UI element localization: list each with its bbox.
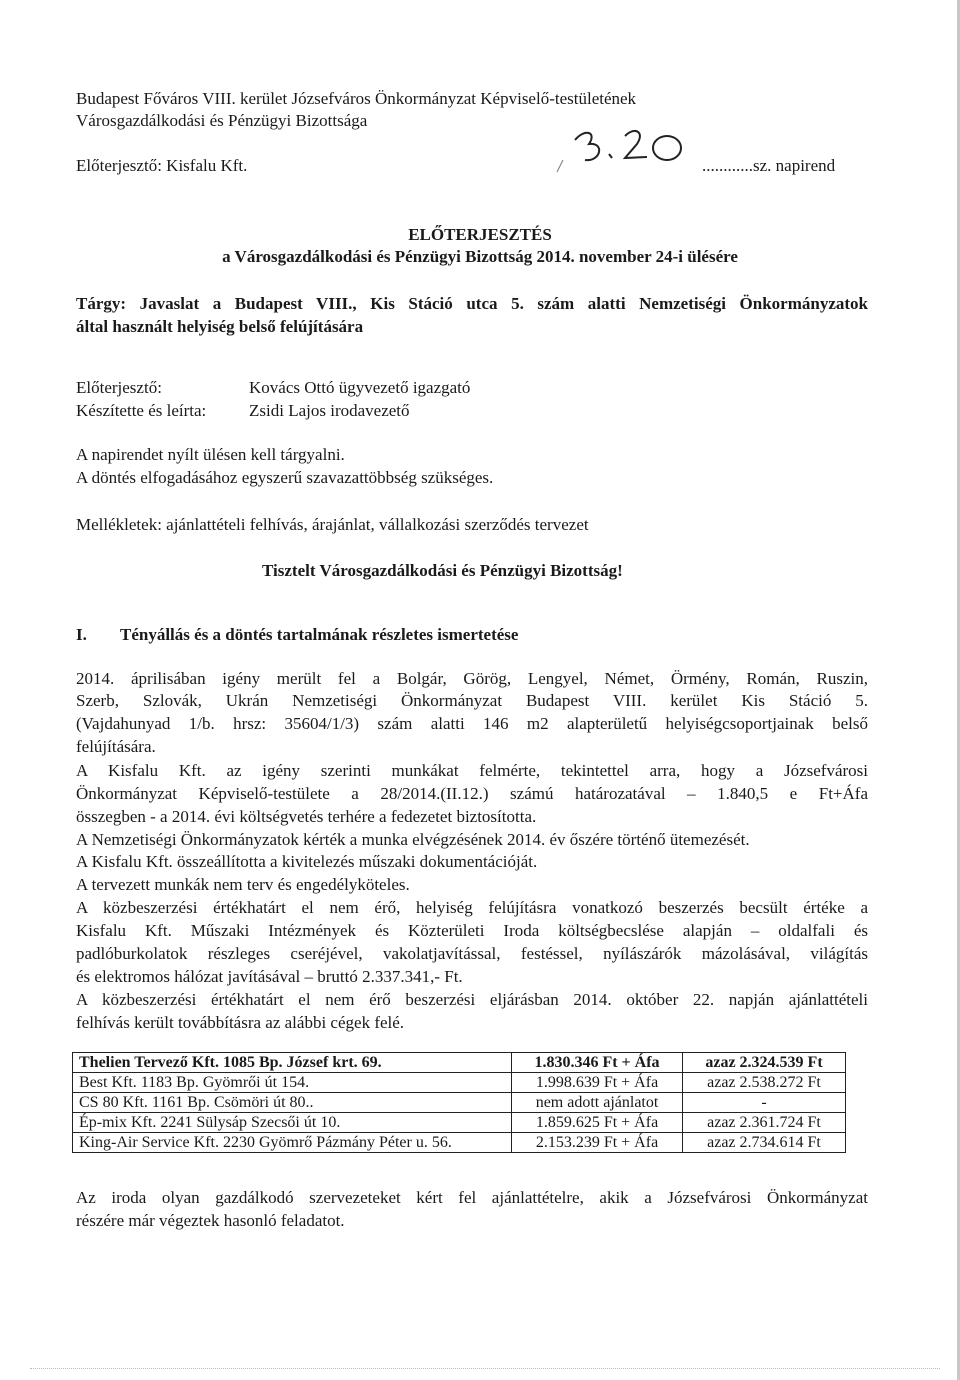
table-row bbox=[73, 1073, 846, 1093]
body-p1-line2: Szerb, Szlovák, Ukrán Nemzetiségi Önkormányzat Budapest VIII. kerület Kis Stáció 5. bbox=[76, 691, 868, 710]
offer-net: 1.859.625 Ft + Áfa bbox=[512, 1113, 683, 1133]
closing-line1: Az iroda olyan gazdálkodó szervezeteket kért fel ajánlattételre, akik a Józsefvárosi Önkormányzat bbox=[76, 1188, 868, 1207]
body-p6-line2: Kisfalu Kft. Műszaki Intézmények és Közterületi Iroda költségbecslése alapján – oldalfali és bbox=[76, 921, 868, 940]
offer-net: nem adott ajánlatot bbox=[512, 1093, 683, 1113]
note-open-session: A napirendet nyílt ülésen kell tárgyalni. bbox=[76, 445, 345, 464]
closing-line2: részére már végeztek hasonló feladatot. bbox=[76, 1211, 345, 1230]
attachments: Mellékletek: ajánlattételi felhívás, árajánlat, vállalkozási szerződés tervezet bbox=[76, 515, 589, 534]
offers-table bbox=[72, 1052, 846, 1153]
note-majority: A döntés elfogadásához egyszerű szavazattöbbség szükséges. bbox=[76, 468, 494, 487]
body-p7-line2: felhívás került továbbításra az alábbi cégek felé. bbox=[76, 1013, 405, 1032]
offer-net: 2.153.239 Ft + Áfa bbox=[512, 1133, 683, 1153]
body-p5: A tervezett munkák nem terv és engedélyköteles. bbox=[76, 875, 410, 894]
body-p6-line1: A közbeszerzési értékhatárt el nem érő, helyiség felújításra vonatkozó beszerzés becsült értéke a bbox=[76, 898, 868, 917]
body-p6-line3: padlóburkolatok részleges cseréjével, vakolatjavítással, festéssel, nyílászárók mázolásával, világítás bbox=[76, 944, 868, 963]
table-row bbox=[73, 1053, 846, 1073]
offer-net: 1.998.639 Ft + Áfa bbox=[512, 1073, 683, 1093]
salutation: Tisztelt Városgazdálkodási és Pénzügyi Bizottság! bbox=[262, 561, 623, 580]
prepared-value: Zsidi Lajos irodavezető bbox=[249, 401, 410, 420]
prepared-label: Készítette és leírta: bbox=[76, 401, 207, 420]
document-subheading: a Városgazdálkodási és Pénzügyi Bizottság 2014. november 24-i ülésére bbox=[222, 247, 738, 266]
subject-line1: Tárgy: Javaslat a Budapest VIII., Kis Stáció utca 5. szám alatti Nemzetiségi Önkormányzatok bbox=[76, 294, 868, 313]
offer-gross: azaz 2.538.272 Ft bbox=[683, 1073, 846, 1093]
header-org-line2: Városgazdálkodási és Pénzügyi Bizottsága bbox=[76, 111, 368, 130]
document-heading: ELŐTERJESZTÉS bbox=[408, 225, 552, 244]
body-p1-line3: (Vajdahunyad 1/b. hrsz: 35604/1/3) szám alatti 146 m2 alapterületű helyiségcsoportjainak belső bbox=[76, 714, 868, 733]
subject-line2: által használt helyiség belső felújítására bbox=[76, 317, 364, 336]
header-org-line1: Budapest Főváros VIII. kerület Józsefváros Önkormányzat Képviselő-testületének bbox=[76, 89, 637, 108]
handwritten-agenda-number bbox=[545, 110, 715, 180]
body-p7-line1: A közbeszerzési értékhatárt el nem érő beszerzési eljárásban 2014. október 22. napján ajánlattételi bbox=[76, 990, 868, 1009]
presenter-org: Előterjesztő: Kisfalu Kft. bbox=[76, 156, 248, 175]
body-p3: A Nemzetiségi Önkormányzatok kérték a munka elvégzésének 2014. év őszére történő ütemezését. bbox=[76, 830, 750, 849]
body-p4: A Kisfalu Kft. összeállította a kivitelezés műszaki dokumentációját. bbox=[76, 852, 538, 871]
presenter-value: Kovács Ottó ügyvezető igazgató bbox=[249, 378, 471, 397]
body-p2-line1: A Kisfalu Kft. az igény szerinti munkákat felmérte, tekintettel arra, hogy a Józsefvárosi bbox=[76, 761, 868, 780]
section-number: I. bbox=[76, 625, 87, 644]
offer-company: Best Kft. 1183 Bp. Gyömrői út 154. bbox=[73, 1073, 512, 1093]
body-p1-line4: felújítására. bbox=[76, 737, 156, 756]
offer-gross: - bbox=[683, 1093, 846, 1113]
presenter-label: Előterjesztő: bbox=[76, 378, 162, 397]
handwriting-drawing bbox=[545, 110, 715, 180]
section-title: Tényállás és a döntés tartalmának részletes ismertetése bbox=[120, 625, 519, 644]
table-row bbox=[73, 1093, 846, 1113]
offer-net: 1.830.346 Ft + Áfa bbox=[512, 1053, 683, 1073]
offer-company: King-Air Service Kft. 2230 Gyömrő Pázmány Péter u. 56. bbox=[73, 1133, 512, 1153]
offer-gross: azaz 2.361.724 Ft bbox=[683, 1113, 846, 1133]
table-row bbox=[73, 1113, 846, 1133]
scan-bottom-divider bbox=[30, 1368, 940, 1370]
table-row bbox=[73, 1133, 846, 1153]
body-p2-line2: Önkormányzat Képviselő-testülete a 28/2014.(II.12.) számú határozatával – 1.840,5 e Ft+Áfa bbox=[76, 784, 868, 803]
offer-gross: azaz 2.734.614 Ft bbox=[683, 1133, 846, 1153]
body-p2-line3: összegben - a 2014. évi költségvetés terhére a fedezetet biztosította. bbox=[76, 807, 537, 826]
offer-company: Ép-mix Kft. 2241 Sülysáp Szecsői út 10. bbox=[73, 1113, 512, 1133]
offer-gross: azaz 2.324.539 Ft bbox=[683, 1053, 846, 1073]
agenda-suffix: ............sz. napirend bbox=[702, 156, 836, 175]
body-p6-line4: és elektromos hálózat javításával – bruttó 2.337.341,- Ft. bbox=[76, 967, 463, 986]
offer-company: CS 80 Kft. 1161 Bp. Csömöri út 80.. bbox=[73, 1093, 512, 1113]
offer-company: Thelien Tervező Kft. 1085 Bp. József krt. 69. bbox=[73, 1053, 512, 1073]
body-p1-line1: 2014. áprilisában igény merült fel a Bolgár, Görög, Lengyel, Német, Örmény, Román, Ruszin, bbox=[76, 669, 868, 688]
